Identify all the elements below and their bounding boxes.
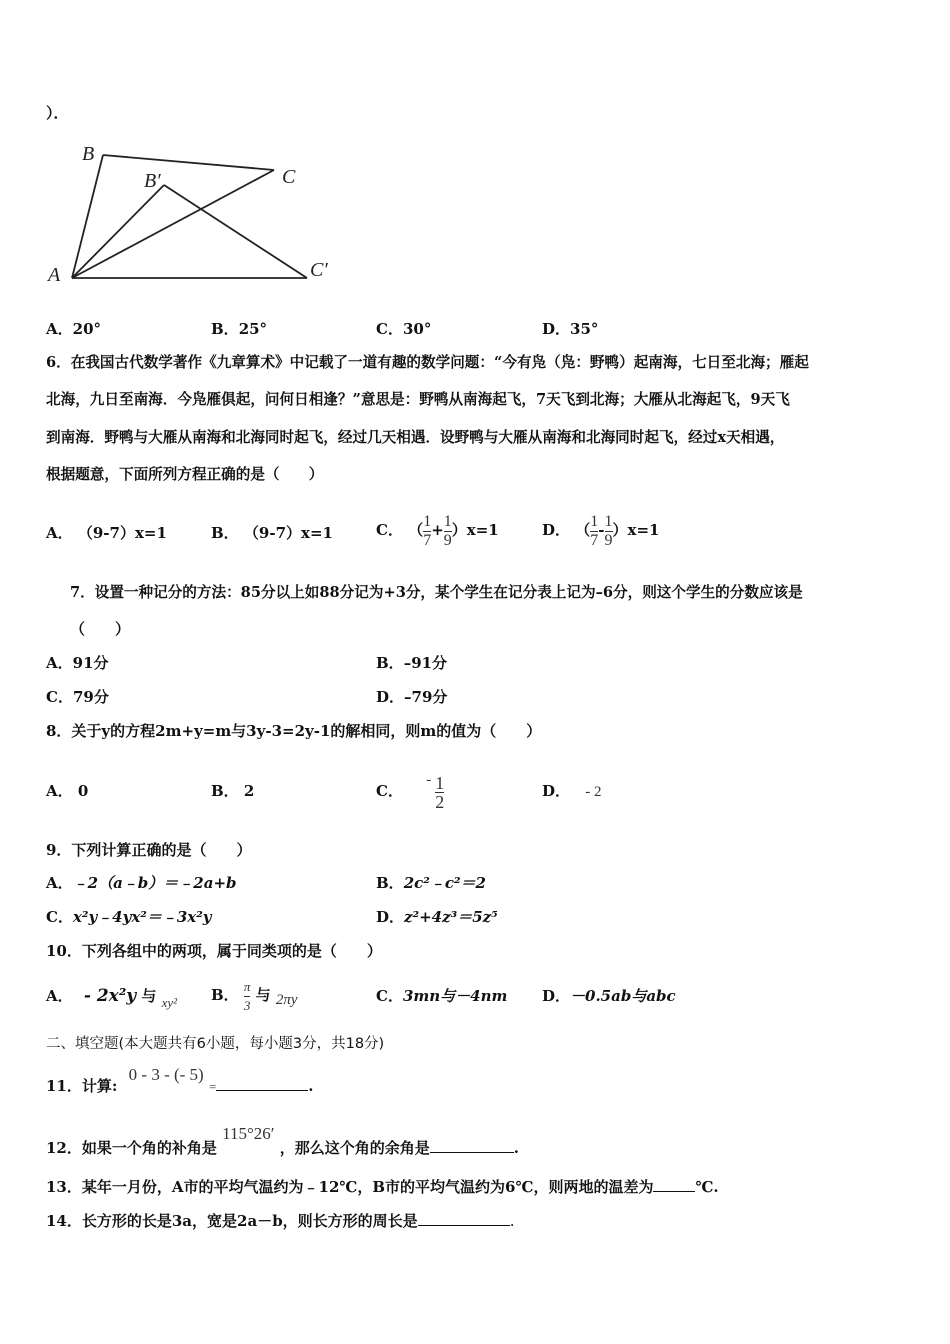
q7-option-d[interactable]: D．–79分 [376, 688, 448, 706]
q9-option-d[interactable]: D．z²+4z³＝5z⁵ [376, 908, 498, 926]
q6-line-4: 根据题意，下面所列方程正确的是（ ） [46, 466, 324, 483]
q14: 14．长方形的长是3a，宽是2a－b，则长方形的周长是 . [46, 1212, 515, 1230]
q6-line-2: 北海，九日至南海．今凫雁俱起，问何日相逢？”意思是：野鸭从南海起飞，7天飞到北海；大雁从北海起飞，9天飞 [46, 391, 790, 408]
fraction-pi-3: $\frac{\pi}{3}$ [243, 978, 251, 1013]
label-C: C [282, 166, 296, 188]
q12: 12．如果一个角的补角是 115°26′ ，那么这个角的余角是 . [46, 1124, 519, 1157]
segment-AB-prime [72, 185, 164, 278]
section-2-title: 二、填空题(本大题共有6小题，每小题3分，共18分) [46, 1036, 385, 1052]
q8-option-b[interactable]: B． 2 [211, 782, 255, 800]
q7-option-c[interactable]: C．79分 [46, 688, 109, 706]
q10-option-d[interactable]: D．－0.5ab与abc [542, 987, 676, 1005]
q7-line-1: 7．设置一种记分的方法：85分以上如88分记为+3分，某个学生在记分表上记为–6分，则这个学生的分数应该是 [70, 584, 803, 601]
q7-option-b[interactable]: B．–91分 [376, 654, 448, 672]
q6-option-d[interactable]: D． （ $\frac{1}{7}$ - $\frac{1}{9}$ ）x=1 [542, 512, 660, 549]
q10-option-a[interactable]: A． - 2x²y 与 xy² [46, 986, 178, 1010]
label-B-prime: B′ [144, 170, 161, 192]
q13-answer-blank[interactable] [653, 1177, 695, 1192]
q8-option-d[interactable]: D． - 2 [542, 782, 602, 800]
fraction-1-7: $\frac{1}{7}$ [590, 512, 599, 549]
fraction-1-9: $\frac{1}{9}$ [604, 512, 613, 549]
q8-option-a[interactable]: A． 0 [46, 782, 89, 800]
q5-option-a[interactable]: A．20° [46, 320, 102, 338]
q6-option-a[interactable]: A． （9-7）x=1 [46, 524, 167, 542]
segment-AB [72, 155, 103, 278]
segment-AC [72, 170, 274, 278]
q5-option-c[interactable]: C．30° [376, 320, 432, 338]
q14-answer-blank[interactable] [418, 1211, 510, 1226]
label-B: B [82, 143, 95, 165]
q8-option-c[interactable]: C． - $\frac{1}{2}$ [376, 772, 445, 812]
segment-B-prime-C-prime [164, 185, 307, 278]
fraction-1-9: $\frac{1}{9}$ [443, 512, 452, 549]
label-C-prime: C′ [310, 259, 328, 281]
q7-line-2: （ ） [70, 620, 131, 638]
q9-option-c[interactable]: C．x²y﹣4yx²＝﹣3x²y [46, 908, 212, 926]
label-A: A [48, 264, 61, 286]
fraction-1-7: $\frac{1}{7}$ [423, 512, 432, 549]
q10-stem: 10．下列各组中的两项，属于同类项的是（ ） [46, 942, 382, 960]
q9-option-b[interactable]: B．2c²﹣c²＝2 [376, 874, 486, 892]
q10-option-b[interactable]: B． $\frac{\pi}{3}$ 与 2πy [211, 978, 298, 1013]
q11-answer-blank[interactable] [216, 1076, 308, 1091]
q6-line-3: 到南海．野鸭与大雁从南海和北海同时起飞，经过几天相遇．设野鸭与大雁从南海和北海同时起飞，经过x天相遇， [46, 429, 785, 446]
segment-BC [103, 155, 274, 170]
triangle-rotation-figure [44, 138, 344, 288]
q6-line-1: 6．在我国古代数学著作《九章算术》中记载了一道有趣的数学问题：“今有凫（凫：野鸭）起南海，七日至北海；雁起 [46, 354, 809, 371]
q10-option-c[interactable]: C．3mn与－4nm [376, 987, 508, 1005]
q7-option-a[interactable]: A．91分 [46, 654, 109, 672]
q13: 13．某年一月份，A市的平均气温约为﹣12℃，B市的平均气温约为6℃，则两地的温差为 ℃. [46, 1178, 719, 1196]
q9-stem: 9．下列计算正确的是（ ） [46, 841, 252, 859]
q12-answer-blank[interactable] [430, 1138, 514, 1153]
fraction-1-2: $\frac{1}{2}$ [435, 772, 445, 812]
q5-option-d[interactable]: D．35° [542, 320, 599, 338]
q9-option-a[interactable]: A．﹣2（a﹣b）＝﹣2a+b [46, 874, 237, 892]
q6-option-b[interactable]: B． （9-7）x=1 [211, 524, 333, 542]
q11: 11．计算: 0 - 3 - (- 5) = . [46, 1065, 314, 1095]
q8-stem: 8．关于y的方程2m+y=m与3y-3=2y-1的解相同，则m的值为（ ） [46, 722, 542, 740]
q6-option-c[interactable]: C． （ $\frac{1}{7}$ + $\frac{1}{9}$ ）x=1 [376, 512, 499, 549]
question-5-tail: ）． [46, 104, 69, 122]
q5-option-b[interactable]: B．25° [211, 320, 268, 338]
